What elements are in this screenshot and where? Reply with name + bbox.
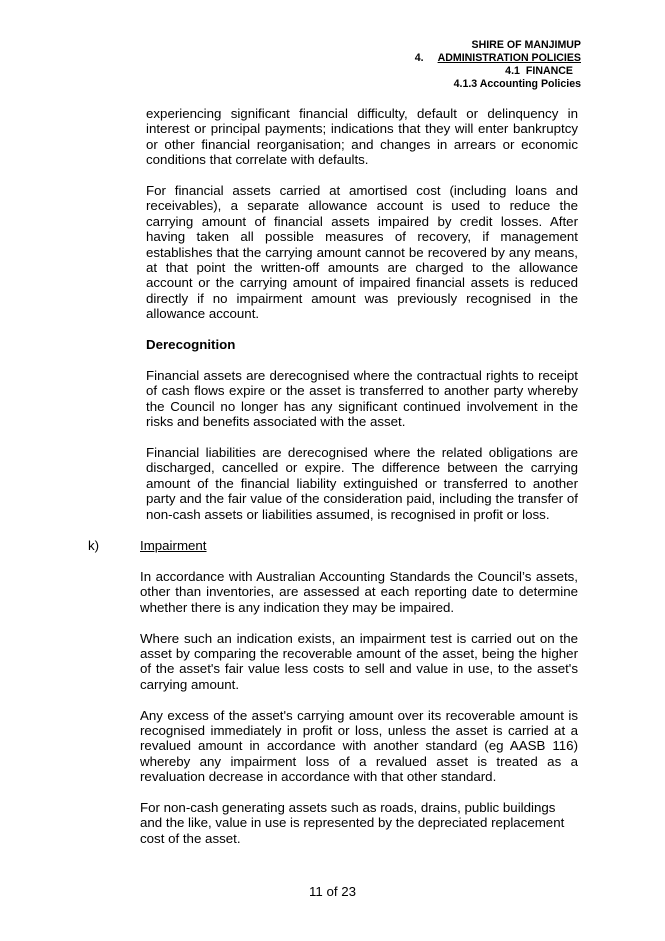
subsection-heading [415, 65, 581, 78]
policy-title: 4.1.3 Accounting Policies [453, 78, 581, 90]
page-header [415, 39, 581, 91]
paragraph: experiencing significant financial difficulty, default or delinquency in interest or principal payments; indications that they will enter bankruptcy or other financial reorganisation; and changes in arrears or economic conditions that correlate with defaults. [146, 106, 578, 168]
section-heading [415, 52, 581, 65]
subsection-number: 4.1 [505, 65, 520, 77]
organisation-name: SHIRE OF MANJIMUP [471, 39, 581, 51]
section-k-title: Impairment [140, 538, 207, 553]
paragraph: Financial assets are derecognised where the contractual rights to receipt of cash flows expire or the asset is transferred to another party whereby the Council no longer has any significant continued involvement in the risks and benefits associated with the asset. [146, 367, 578, 430]
derecognition-heading: Derecognition [146, 337, 236, 353]
section-k-label: k) [88, 538, 100, 553]
paragraph: In accordance with Australian Accounting Standards the Council’s assets, other than inventories, are assessed at each reporting date to determine whether there is any indication they may be impaired. [140, 569, 578, 615]
paragraph: For financial assets carried at amortised cost (including loans and receivables), a separate allowance account is used to reduce the carrying amount of financial assets impaired by credit losses. After having taken all possible measures of recovery, if management establishes that the carrying amount cannot be recovered by any means, at that point the written-off amounts are charged to the allowance account or the carrying amount of impaired financial assets is reduced directly if no impairment amount was previously recognised in the allowance account. [146, 183, 578, 322]
paragraph: For non-cash generating assets such as roads, drains, public buildings and the like, value in use is represented by the depreciated replacement cost of the asset. [140, 800, 565, 846]
paragraph: Any excess of the asset's carrying amount over its recoverable amount is recognised immediately in profit or loss, unless the asset is carried at a revalued amount in accordance with another standard (eg AASB 116) whereby any impairment loss of a revalued asset is treated as a revaluation decrease in accordance with that other standard. [140, 707, 578, 785]
section-k-body [140, 569, 578, 862]
section-number: 4. [414, 52, 424, 64]
section-j-continued [146, 106, 578, 537]
page-number: 11 of 23 [308, 884, 357, 899]
paragraph: Where such an indication exists, an impairment test is carried out on the asset by comparing the recoverable amount of the asset, being the higher of the asset's fair value less costs to sell and value in use, to the asset's carrying amount. [140, 630, 578, 692]
section-title: ADMINISTRATION POLICIES [437, 52, 581, 64]
paragraph: Financial liabilities are derecognised where the related obligations are discharged, cancelled or expire. The difference between the carrying amount of the financial liability extinguished or transferred to another party and the fair value of the consideration paid, including the transfer of non-cash assets or liabilities assumed, is recognised in profit or loss. [146, 444, 578, 522]
subsection-title: FINANCE [525, 65, 573, 77]
